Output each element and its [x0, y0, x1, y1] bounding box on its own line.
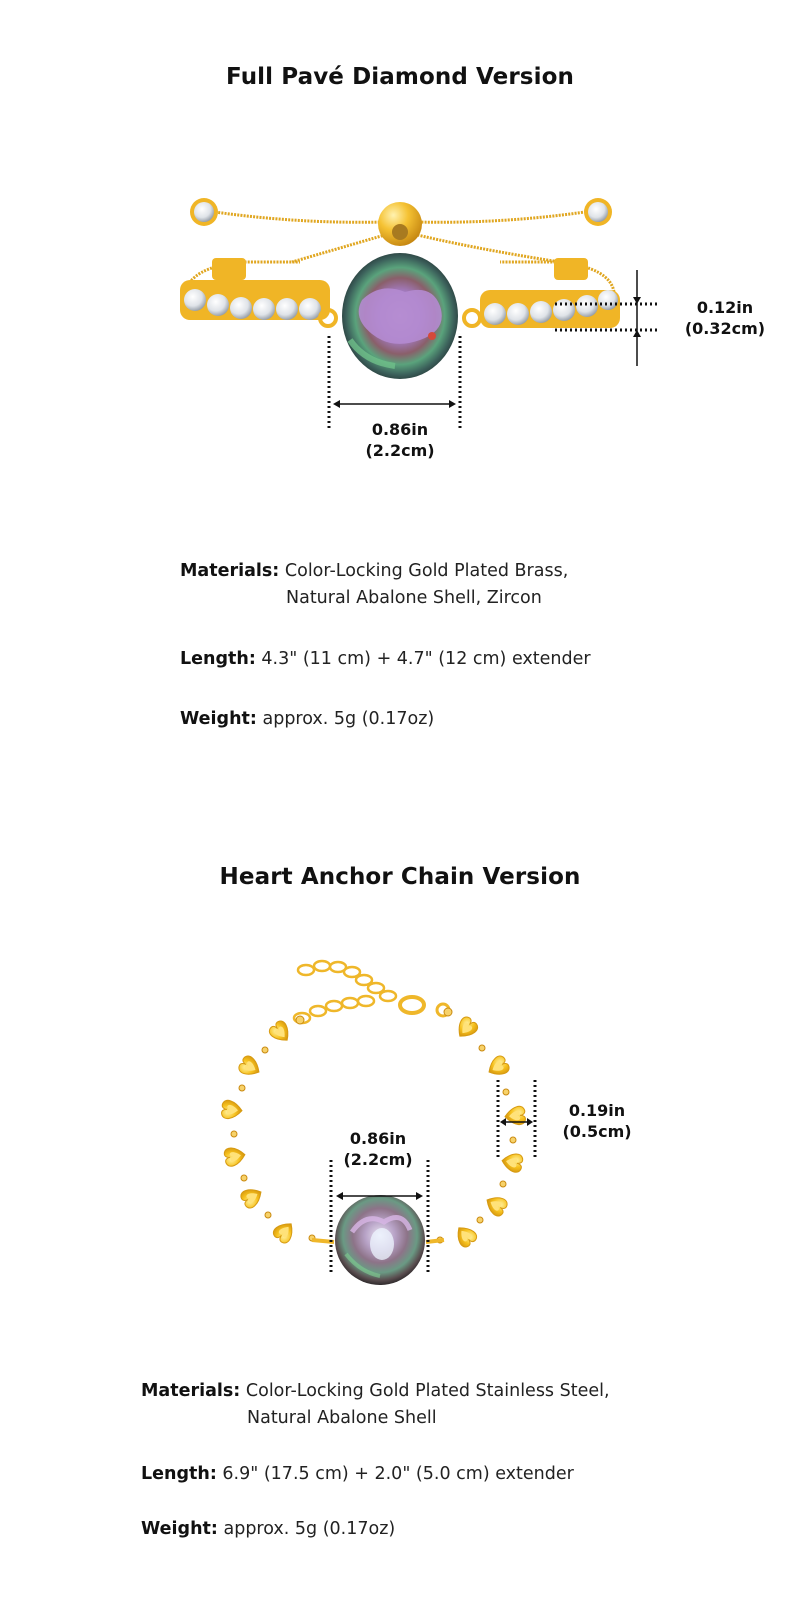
spec-value-continued: Natural Abalone Shell, Zircon — [286, 588, 542, 608]
spec-value-continued: Natural Abalone Shell — [247, 1408, 437, 1428]
dimension-value-in: 0.86in — [371, 420, 429, 439]
dimension-label-pendant-width-heart — [328, 1128, 428, 1170]
spec-label: Length: — [180, 649, 256, 669]
spec-label: Weight: — [180, 709, 257, 729]
dimension-label-link-width — [547, 1100, 647, 1142]
dimension-value-in: 0.19in — [568, 1101, 626, 1120]
spec-value: 4.3" (11 cm) + 4.7" (12 cm) extender — [261, 649, 591, 669]
dimension-value-in: 0.12in — [696, 298, 754, 317]
spec-materials-heart — [141, 1378, 610, 1432]
dimension-value-cm: (2.2cm) — [365, 441, 435, 460]
section-title-pave: Full Pavé Diamond Version — [226, 64, 574, 90]
dimension-value-cm: (0.5cm) — [562, 1122, 632, 1141]
spec-weight-heart — [141, 1516, 395, 1543]
spec-label: Materials: — [180, 561, 280, 581]
dimension-value-cm: (2.2cm) — [343, 1150, 413, 1169]
spec-label: Materials: — [141, 1381, 241, 1401]
spec-value: Color-Locking Gold Plated Brass, — [284, 561, 569, 581]
spec-value: 6.9" (17.5 cm) + 2.0" (5.0 cm) extender — [222, 1464, 574, 1484]
spec-label: Length: — [141, 1464, 217, 1484]
spec-value: approx. 5g (0.17oz) — [262, 709, 435, 729]
section-title-heart-chain: Heart Anchor Chain Version — [219, 864, 581, 890]
dimension-value-in: 0.86in — [349, 1129, 407, 1148]
dimension-value-cm: (0.32cm) — [684, 319, 766, 338]
spec-label: Weight: — [141, 1519, 218, 1539]
spec-length-heart — [141, 1461, 574, 1488]
spec-value: Color-Locking Gold Plated Stainless Steel, — [245, 1381, 610, 1401]
spec-value: approx. 5g (0.17oz) — [223, 1519, 396, 1539]
